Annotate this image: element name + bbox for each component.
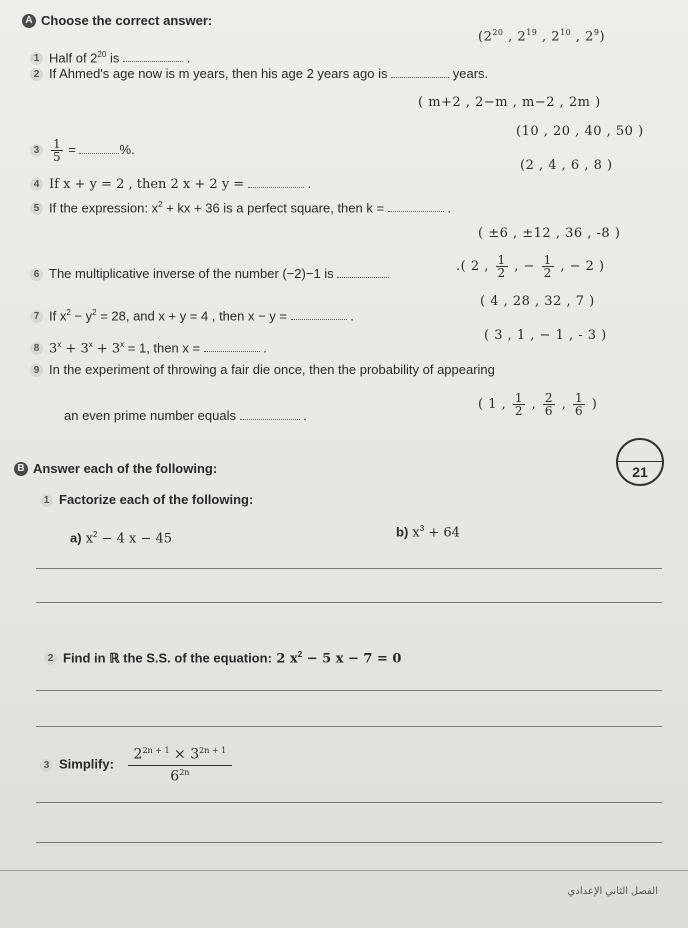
b-q1a-pre: x — [81, 531, 94, 547]
question-9-blank[interactable] — [240, 409, 300, 420]
section-a-header — [22, 12, 212, 30]
q1-opt-exp1: 20 — [492, 28, 504, 37]
question-4-options: (2 , 4 , 6 , 8 ) — [520, 158, 613, 173]
question-5-blank[interactable] — [388, 201, 444, 212]
b-question-1-number: 1 — [40, 494, 53, 507]
b-q3-denominator — [170, 766, 189, 785]
answer-line[interactable] — [36, 602, 662, 603]
q9-frac2 — [543, 392, 555, 417]
question-2-number: 2 — [30, 68, 43, 81]
section-b-header — [14, 460, 217, 478]
question-7-blank[interactable] — [291, 309, 347, 320]
question-2 — [30, 66, 488, 81]
b-q1a-label: a) — [70, 530, 82, 546]
b-q1b-label: b) — [396, 524, 409, 540]
q3-frac-den: 5 — [53, 150, 61, 164]
section-b-title: Answer each of the following: — [33, 461, 218, 476]
question-9 — [30, 362, 495, 377]
b-question-3-number: 3 — [40, 759, 53, 772]
q1-opt-exp2: 19 — [526, 28, 538, 37]
q6-f1-num: 1 — [497, 253, 506, 267]
question-9-options: ( 1 , $\frac{1}{2}$ , $\frac{2}{6}$ , $\frac{1}{6}$ ) — [478, 391, 598, 418]
b-q2-eq-exp: 2 — [297, 650, 303, 659]
question-4-text: If x + y = 2 , then 2 x + 2 y = — [49, 177, 245, 192]
q1-opt-sep1: , 2 — [503, 29, 527, 45]
question-3 — [30, 138, 135, 163]
q5-exp: 2 — [158, 200, 163, 209]
question-5-options: ( ±6 , ±12 , 36 , -8 ) — [478, 226, 621, 241]
section-b-badge: B — [14, 462, 28, 476]
b-q1b-pre: x — [408, 525, 420, 541]
q9-f1-den: 2 — [514, 404, 524, 418]
q1-opt-sep2: , 2 — [537, 29, 561, 45]
q1-opt-close: ) — [599, 29, 606, 45]
b-q1b-exp: 3 — [419, 524, 425, 533]
answer-line[interactable] — [36, 842, 662, 843]
q3-post: %. — [119, 141, 135, 157]
question-9-line-2: an even prime number equals . — [64, 408, 307, 423]
q1-opt-open: (2 — [478, 29, 493, 45]
q6-opt-close: , − 2 ) — [555, 259, 605, 274]
q3-eq: = — [64, 141, 80, 157]
b-q3-num-a: 2 — [133, 746, 143, 763]
question-6-blank[interactable] — [337, 267, 389, 278]
q7-mid1: − y — [70, 308, 93, 324]
q8-e3: x — [120, 340, 125, 349]
q5-pre: If the expression: x — [49, 200, 159, 216]
q6-opt-mid: , − — [509, 259, 540, 274]
q9-opt-open: ( 1 , — [478, 397, 511, 412]
section-a-badge: A — [22, 14, 36, 28]
b-q2-eq-post: − 5 x − 7 = 0 — [302, 651, 402, 667]
question-2-options: ( m+2 , 2−m , m−2 , 2m ) — [418, 95, 601, 110]
page-badge-divider — [618, 461, 662, 462]
b-question-2-number: 2 — [44, 652, 57, 665]
answer-line[interactable] — [36, 568, 662, 569]
question-2-post: years. — [452, 66, 489, 81]
q6-f1-den: 2 — [497, 266, 506, 280]
b-question-1a — [70, 530, 172, 546]
q9-f2-den: 6 — [544, 404, 554, 418]
question-1-exp: 20 — [97, 50, 107, 59]
q6-opt-open: .( 2 , — [456, 259, 494, 274]
question-5: 5 If the expression: $x^2$ + kx + 36 is a perfect square, then k = . — [30, 200, 451, 215]
q7-e1: 2 — [66, 308, 71, 317]
b-q3-times: × 3 — [169, 746, 200, 763]
q8-e2: x — [88, 340, 93, 349]
q6-text: The multiplicative inverse of the number (−2)−1 is — [49, 266, 334, 281]
q8-m2: + 3 — [92, 341, 121, 357]
page-number: 21 — [632, 464, 648, 480]
q3-frac-num: 1 — [53, 137, 61, 151]
q7-post: = 28, and x + y = 4 , then x − y = — [96, 308, 288, 324]
q8-post: = 1, then x = — [124, 340, 201, 356]
question-4: 4 If x + y = 2 , then 2 x + 2 y = . — [30, 176, 311, 192]
b-q3-den: 6 — [170, 768, 180, 785]
answer-line[interactable] — [36, 802, 662, 803]
question-4-number: 4 — [30, 178, 43, 191]
question-3-blank[interactable] — [79, 143, 119, 154]
b-q2-text: Find in ℝ the S.S. of the equation: — [63, 650, 272, 666]
q6-opt-frac2 — [542, 254, 554, 279]
footer-label: الفصل الثاني الإعدادي — [567, 886, 658, 897]
question-2-blank[interactable] — [391, 67, 449, 78]
b-q3-num-a-exp: 2n + 1 — [142, 746, 170, 755]
question-1-blank[interactable] — [123, 51, 183, 62]
b-q3-numerator — [128, 746, 233, 766]
q6-f2-num: 1 — [543, 253, 552, 267]
question-3-fraction — [51, 138, 63, 163]
q6-f2-den: 2 — [543, 266, 552, 280]
question-7-options: ( 4 , 28 , 32 , 7 ) — [480, 294, 595, 309]
answer-line[interactable] — [36, 690, 662, 691]
question-2-text: If Ahmed's age now is m years, then his age 2 years ago is — [49, 66, 388, 81]
b-question-3 — [40, 746, 232, 784]
q9-f3-den: 6 — [574, 404, 584, 418]
q8-e1: x — [57, 340, 62, 349]
q8-m1: + 3 — [61, 341, 89, 357]
q8-pre: 3 — [49, 341, 58, 357]
question-5-number: 5 — [30, 202, 43, 215]
b-question-1b — [396, 524, 460, 540]
q1-opt-exp4: 9 — [593, 28, 600, 37]
q1-opt-exp3: 10 — [560, 28, 572, 37]
footer-divider — [0, 870, 688, 871]
q7-pre: If x — [49, 308, 67, 324]
page-number-badge — [616, 438, 664, 486]
q9-frac1 — [513, 392, 525, 417]
b-q3-num-b-exp: 2n + 1 — [199, 746, 227, 755]
question-3-options: (10 , 20 , 40 , 50 ) — [516, 124, 644, 139]
question-6 — [30, 266, 389, 281]
question-4-blank[interactable] — [248, 177, 304, 188]
question-6-options — [456, 254, 605, 279]
question-1-pre: Half of 2 — [49, 50, 98, 66]
q9-frac3 — [573, 392, 585, 417]
question-7: 7 If $x^2 - y^2 = 28$, and x + y = 4 , then x − y = . — [30, 308, 354, 323]
question-1-options — [478, 28, 605, 44]
q9-opt-close: ) — [587, 397, 598, 412]
question-7-number: 7 — [30, 310, 43, 323]
b-q1a-post: − 4 x − 45 — [97, 531, 173, 547]
question-9-number: 9 — [30, 364, 43, 377]
section-a-title: Choose the correct answer: — [41, 13, 213, 28]
question-8-blank[interactable] — [204, 341, 260, 352]
b-q1a-exp: 2 — [93, 530, 98, 539]
b-q3-label: Simplify: — [59, 756, 114, 772]
answer-line[interactable] — [36, 726, 662, 727]
q9-f2-num: 2 — [544, 391, 554, 405]
question-3-number: 3 — [30, 144, 43, 157]
b-q2-eq-pre: 2 x — [271, 651, 298, 667]
b-q3-fraction — [128, 746, 233, 784]
q9-f3-num: 1 — [574, 391, 584, 405]
q5-mid: + kx + 36 is a perfect square, then k = — [162, 200, 385, 216]
b-q1-title: Factorize each of the following: — [59, 492, 254, 507]
q9-f1-num: 1 — [514, 391, 524, 405]
q9-line1: In the experiment of throwing a fair die once, then the probability of appearing — [49, 362, 495, 377]
b-question-2 — [44, 650, 401, 666]
q1-opt-sep3: , 2 — [571, 29, 594, 45]
b-question-1 — [40, 492, 253, 507]
q6-opt-frac1 — [496, 254, 508, 279]
q7-e2: 2 — [92, 308, 97, 317]
question-6-number: 6 — [30, 268, 43, 281]
question-1: 1 Half of $2^{20}$ is . — [30, 50, 190, 65]
question-8-options: ( 3 , 1 , − 1 , - 3 ) — [484, 328, 607, 343]
q9-line2: an even prime number equals — [64, 408, 236, 423]
question-1-number: 1 — [30, 52, 43, 65]
question-8-number: 8 — [30, 342, 43, 355]
question-8: 8 $3^x + 3^x + 3^x = 1$, then x = . — [30, 340, 267, 356]
question-1-post: is — [106, 50, 120, 66]
b-q1b-post: + 64 — [424, 525, 460, 541]
b-q3-den-exp: 2n — [179, 767, 190, 777]
